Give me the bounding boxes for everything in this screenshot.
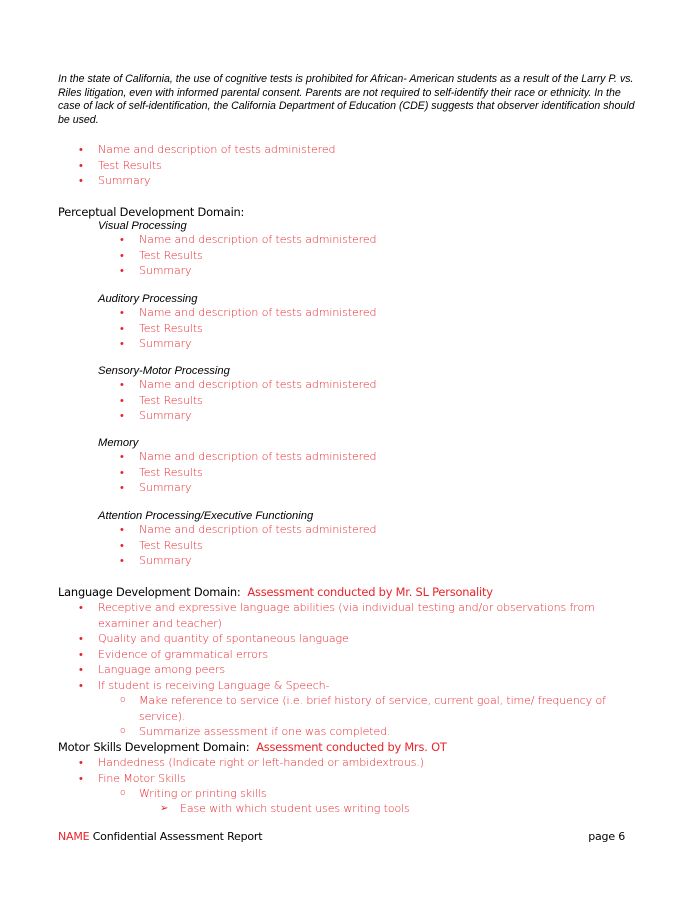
language-conducted-by: Assessment conducted by Mr. SL Personality xyxy=(247,585,493,599)
motor-heading-label: Motor Skills Development Domain: xyxy=(58,740,250,754)
list-item: • Quality and quantity of spontaneous language xyxy=(79,632,349,646)
list-item: • Evidence of grammatical errors xyxy=(79,647,268,661)
list-item: • Name and description of tests administered xyxy=(120,523,377,536)
language-sublist xyxy=(120,693,639,740)
auditory-processing-title: Auditory Processing xyxy=(98,293,198,305)
perceptual-heading: Perceptual Development Domain: xyxy=(58,205,245,219)
list-item: • Test Results xyxy=(120,393,203,407)
motor-subsublist xyxy=(160,801,410,817)
motor-conducted-by: Assessment conducted by Mrs. OT xyxy=(256,740,447,754)
list-item: • Test Results xyxy=(120,538,203,552)
list-item: • Summary xyxy=(120,554,192,568)
footer xyxy=(58,830,262,844)
list-item: • Name and description of tests administered xyxy=(120,233,377,246)
motor-sublist xyxy=(120,786,267,802)
list-item: • Summary xyxy=(120,481,192,495)
list-item: o Summarize assessment if one was completed. xyxy=(120,725,391,739)
top-list xyxy=(79,142,336,189)
language-heading-label: Language Development Domain: xyxy=(58,585,241,599)
language-heading xyxy=(58,585,493,600)
list-item: • Summary xyxy=(120,337,192,351)
list-item: • If student is receiving Language & Speech- xyxy=(79,678,330,692)
visual-processing-list xyxy=(120,232,377,279)
intro-paragraph: In the state of California, the use of cognitive tests is prohibited for African- American students as a result of the Larry P. vs. Riles litigation, even with informed parental consent. Parents are not required to self-identify their race or ethnicity. In the case of lack of self-identification, the California Department of Education (CDE) suggests that observer identification should be used. xyxy=(58,73,635,126)
list-item: • Language among peers xyxy=(79,663,226,677)
memory-title: Memory xyxy=(98,437,139,449)
attention-list xyxy=(120,522,377,569)
list-item: • Receptive and expressive language abilities (via individual testing and/or observations from examiner and teacher) xyxy=(79,601,595,630)
list-item: • Test Results xyxy=(79,158,162,172)
list-item: • Name and description of tests administered xyxy=(79,143,336,156)
list-item: • Handedness (Indicate right or left-handed or ambidextrous.) xyxy=(79,756,424,769)
language-list xyxy=(79,600,643,694)
visual-processing-title: Visual Processing xyxy=(98,220,187,232)
sensory-motor-list xyxy=(120,377,377,424)
list-item: • Fine Motor Skills xyxy=(79,771,186,785)
list-item: • Name and description of tests administered xyxy=(120,378,377,391)
list-item: • Test Results xyxy=(120,321,203,335)
memory-list xyxy=(120,449,377,496)
list-item: o Writing or printing skills xyxy=(120,787,267,800)
footer-name: NAME xyxy=(58,830,90,843)
list-item: • Summary xyxy=(120,409,192,423)
sensory-motor-title: Sensory-Motor Processing xyxy=(98,365,230,377)
list-item: • Summary xyxy=(120,264,192,278)
page-number: page 6 xyxy=(588,830,625,843)
list-item: • Test Results xyxy=(120,465,203,479)
footer-title: Confidential Assessment Report xyxy=(92,830,263,843)
list-item: • Name and description of tests administered xyxy=(120,450,377,463)
list-item: • Name and description of tests administered xyxy=(120,306,377,319)
list-item: ➢ Ease with which student uses writing tools xyxy=(160,802,410,815)
motor-list xyxy=(79,755,424,786)
auditory-processing-list xyxy=(120,305,377,352)
motor-heading xyxy=(58,740,447,755)
list-item: • Test Results xyxy=(120,248,203,262)
attention-title: Attention Processing/Executive Functioning xyxy=(98,510,314,522)
list-item: • Summary xyxy=(79,174,151,188)
list-item: o Make reference to service (i.e. brief history of service, current goal, time/ frequency of service). xyxy=(120,694,606,723)
